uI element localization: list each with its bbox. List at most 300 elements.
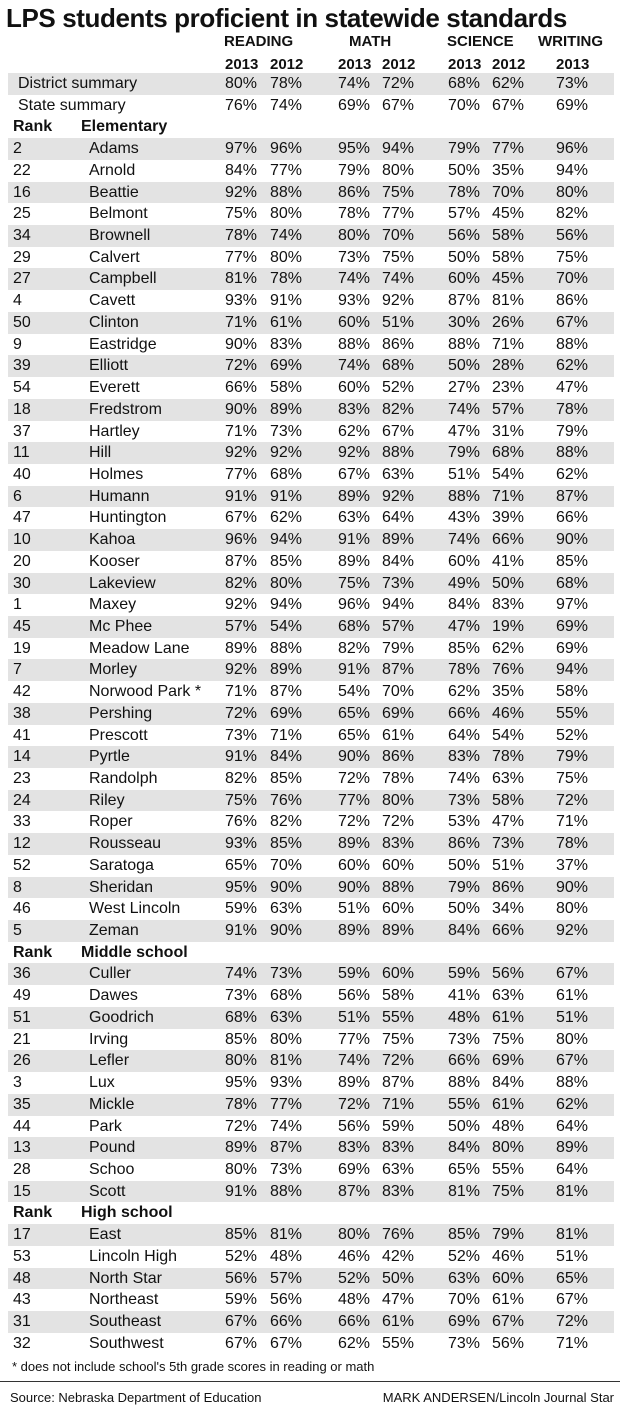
value-cell: 90% — [270, 922, 303, 940]
header-writing: WRITING — [538, 33, 603, 50]
value-cell: 62% — [338, 1334, 371, 1352]
value-cell: 63% — [492, 987, 525, 1005]
value-cell: 74% — [448, 400, 481, 418]
value-cell: 60% — [382, 856, 415, 874]
value-cell: 90% — [338, 748, 371, 766]
value-cell: 59% — [448, 965, 481, 983]
proficiency-table — [8, 73, 614, 1354]
value-cell: 55% — [492, 1160, 525, 1178]
value-cell: 71% — [556, 813, 589, 831]
rank-cell: 45 — [13, 617, 31, 635]
school-name: Humann — [89, 487, 150, 505]
value-cell: 92% — [382, 487, 415, 505]
value-cell: 70% — [448, 96, 481, 114]
value-cell: 67% — [338, 465, 371, 483]
value-cell: 63% — [382, 1160, 415, 1178]
value-cell: 55% — [382, 1008, 415, 1026]
value-cell: 92% — [556, 922, 589, 940]
value-cell: 74% — [448, 770, 481, 787]
value-cell: 50% — [448, 357, 481, 375]
value-cell: 61% — [492, 1095, 525, 1113]
value-cell: 69% — [448, 1312, 481, 1330]
table-row — [8, 507, 614, 529]
value-cell: 64% — [556, 1117, 589, 1135]
value-cell: 58% — [492, 227, 525, 245]
value-cell: 66% — [225, 379, 258, 397]
rank-label: Rank — [13, 943, 53, 961]
value-cell: 85% — [270, 835, 303, 853]
school-name: Riley — [89, 791, 125, 809]
value-cell: 53% — [448, 813, 481, 831]
value-cell: 80% — [556, 900, 589, 918]
table-row — [8, 877, 614, 899]
section-header — [8, 942, 614, 964]
value-cell: 85% — [270, 552, 303, 570]
year-header: 2012 — [382, 56, 416, 73]
school-name: Morley — [89, 661, 138, 679]
value-cell: 90% — [225, 400, 258, 418]
school-name: Northeast — [89, 1291, 159, 1309]
value-cell: 68% — [556, 574, 589, 592]
value-cell: 23% — [492, 379, 525, 397]
value-cell: 67% — [492, 96, 525, 114]
rank-cell: 19 — [13, 639, 31, 657]
school-name: Maxey — [89, 596, 137, 614]
rank-cell: 54 — [13, 379, 31, 397]
table-row — [8, 1116, 614, 1138]
value-cell: 74% — [270, 96, 303, 114]
table-row — [8, 659, 614, 681]
value-cell: 72% — [338, 813, 371, 831]
table-row — [8, 421, 614, 443]
value-cell: 75% — [382, 1030, 415, 1048]
value-cell: 91% — [338, 531, 371, 549]
value-cell: 79% — [556, 422, 589, 440]
footnote: * does not include school's 5th grade scores in reading or math — [12, 1359, 375, 1374]
value-cell: 26% — [492, 313, 525, 331]
value-cell: 92% — [270, 444, 303, 462]
school-name: Hill — [89, 444, 112, 462]
value-cell: 89% — [338, 1074, 371, 1092]
value-cell: 89% — [225, 639, 258, 657]
value-cell: 83% — [382, 835, 415, 853]
value-cell: 73% — [448, 1030, 481, 1048]
value-cell: 77% — [338, 1030, 371, 1048]
value-cell: 75% — [225, 791, 258, 809]
value-cell: 86% — [338, 183, 371, 201]
value-cell: 89% — [338, 922, 371, 940]
rank-cell: 7 — [13, 661, 22, 679]
table-row — [8, 703, 614, 725]
value-cell: 91% — [225, 487, 258, 505]
value-cell: 61% — [492, 1291, 525, 1309]
value-cell: 71% — [270, 726, 303, 744]
rank-cell: 1 — [13, 596, 22, 614]
value-cell: 85% — [556, 552, 589, 570]
school-name: Scott — [89, 1182, 126, 1200]
value-cell: 56% — [448, 227, 481, 245]
value-cell: 70% — [448, 1291, 481, 1309]
school-name: Dawes — [89, 987, 138, 1005]
table-row — [8, 963, 614, 985]
value-cell: 75% — [225, 205, 258, 223]
rank-cell: 35 — [13, 1095, 31, 1113]
value-cell: 74% — [382, 270, 415, 288]
value-cell: 79% — [338, 161, 371, 179]
table-row — [8, 790, 614, 812]
summary-label: District summary — [18, 75, 138, 92]
section-title: High school — [81, 1204, 173, 1222]
value-cell: 90% — [556, 878, 589, 896]
table-row — [8, 312, 614, 334]
value-cell: 91% — [338, 661, 371, 679]
value-cell: 48% — [338, 1291, 371, 1309]
value-cell: 47% — [448, 422, 481, 440]
value-cell: 83% — [338, 400, 371, 418]
value-cell: 66% — [448, 704, 481, 722]
value-cell: 57% — [448, 205, 481, 223]
value-cell: 50% — [382, 1269, 415, 1287]
value-cell: 41% — [448, 987, 481, 1005]
value-cell: 62% — [270, 509, 303, 527]
summary-label: State summary — [18, 96, 126, 114]
value-cell: 66% — [492, 922, 525, 940]
value-cell: 43% — [448, 509, 481, 527]
value-cell: 89% — [270, 400, 303, 418]
table-row — [8, 920, 614, 942]
value-cell: 92% — [225, 661, 258, 679]
value-cell: 52% — [338, 1269, 371, 1287]
value-cell: 65% — [448, 1160, 481, 1178]
rank-label: Rank — [13, 118, 53, 136]
value-cell: 67% — [225, 509, 258, 527]
value-cell: 74% — [338, 75, 371, 92]
value-cell: 92% — [382, 292, 415, 310]
value-cell: 80% — [556, 183, 589, 201]
value-cell: 60% — [338, 379, 371, 397]
value-cell: 68% — [270, 987, 303, 1005]
value-cell: 68% — [448, 75, 481, 92]
value-cell: 72% — [225, 1117, 258, 1135]
table-row — [8, 551, 614, 573]
value-cell: 50% — [448, 248, 481, 266]
rank-cell: 27 — [13, 270, 31, 288]
section-title: Elementary — [81, 118, 168, 136]
school-name: Elliott — [89, 357, 129, 375]
value-cell: 47% — [556, 379, 589, 397]
value-cell: 80% — [338, 227, 371, 245]
school-name: Pershing — [89, 704, 153, 722]
table-row — [8, 464, 614, 486]
value-cell: 73% — [448, 791, 481, 809]
value-cell: 68% — [492, 444, 525, 462]
table-row — [8, 290, 614, 312]
table-row — [8, 1094, 614, 1116]
value-cell: 74% — [338, 270, 371, 288]
rank-cell: 36 — [13, 965, 31, 983]
value-cell: 94% — [382, 596, 415, 614]
value-cell: 78% — [382, 770, 415, 787]
value-cell: 76% — [225, 813, 258, 831]
value-cell: 95% — [338, 140, 371, 158]
value-cell: 73% — [225, 726, 258, 744]
table-row — [8, 681, 614, 703]
table-row — [8, 1159, 614, 1181]
value-cell: 73% — [338, 248, 371, 266]
value-cell: 93% — [225, 835, 258, 853]
rank-cell: 14 — [13, 748, 31, 766]
value-cell: 88% — [448, 487, 481, 505]
value-cell: 76% — [225, 96, 258, 114]
value-cell: 94% — [382, 140, 415, 158]
value-cell: 84% — [448, 1139, 481, 1157]
value-cell: 74% — [448, 531, 481, 549]
value-cell: 70% — [270, 856, 303, 874]
value-cell: 81% — [225, 270, 258, 288]
table-row — [8, 1311, 614, 1333]
value-cell: 96% — [556, 140, 589, 158]
school-name: Roper — [89, 813, 133, 831]
rank-cell: 51 — [13, 1008, 31, 1026]
school-name: Fredstrom — [89, 400, 162, 418]
year-header: 2013 — [448, 56, 482, 73]
value-cell: 86% — [492, 878, 525, 896]
value-cell: 80% — [382, 161, 415, 179]
school-name: Southeast — [89, 1312, 162, 1330]
table-row — [8, 1268, 614, 1290]
value-cell: 51% — [382, 313, 415, 331]
value-cell: 62% — [556, 357, 589, 375]
table-row — [8, 616, 614, 638]
table-row — [8, 203, 614, 225]
value-cell: 61% — [492, 1008, 525, 1026]
value-cell: 94% — [556, 661, 589, 679]
value-cell: 80% — [225, 1160, 258, 1178]
value-cell: 47% — [492, 813, 525, 831]
school-name: Schoo — [89, 1160, 135, 1178]
table-row — [8, 1050, 614, 1072]
header-reading: READING — [224, 33, 294, 50]
value-cell: 73% — [270, 965, 303, 983]
value-cell: 97% — [225, 140, 258, 158]
value-cell: 70% — [382, 683, 415, 701]
school-name: Arnold — [89, 161, 136, 179]
value-cell: 56% — [338, 1117, 371, 1135]
value-cell: 89% — [556, 1139, 589, 1157]
value-cell: 55% — [382, 1334, 415, 1352]
value-cell: 75% — [492, 1182, 525, 1200]
school-name: East — [89, 1226, 122, 1244]
value-cell: 75% — [382, 183, 415, 201]
value-cell: 93% — [225, 292, 258, 310]
value-cell: 73% — [448, 1334, 481, 1352]
value-cell: 81% — [270, 1226, 303, 1244]
value-cell: 52% — [225, 1247, 258, 1265]
school-name: Campbell — [89, 270, 157, 288]
school-name: Randolph — [89, 770, 158, 787]
value-cell: 35% — [492, 161, 525, 179]
value-cell: 73% — [492, 835, 525, 853]
value-cell: 62% — [492, 639, 525, 657]
value-cell: 85% — [225, 1226, 258, 1244]
rank-cell: 37 — [13, 422, 31, 440]
value-cell: 62% — [556, 465, 589, 483]
school-name: Eastridge — [89, 335, 157, 353]
value-cell: 58% — [270, 379, 303, 397]
value-cell: 81% — [448, 1182, 481, 1200]
value-cell: 48% — [492, 1117, 525, 1135]
value-cell: 66% — [338, 1312, 371, 1330]
summary-row — [8, 73, 614, 95]
value-cell: 45% — [492, 270, 525, 288]
value-cell: 58% — [382, 987, 415, 1005]
rank-cell: 20 — [13, 552, 31, 570]
value-cell: 56% — [225, 1269, 258, 1287]
value-cell: 68% — [225, 1008, 258, 1026]
value-cell: 81% — [270, 1052, 303, 1070]
value-cell: 74% — [225, 965, 258, 983]
table-row — [8, 334, 614, 356]
rank-cell: 32 — [13, 1334, 31, 1352]
value-cell: 65% — [225, 856, 258, 874]
value-cell: 88% — [382, 444, 415, 462]
value-cell: 52% — [556, 726, 589, 744]
school-name: Park — [89, 1117, 122, 1135]
value-cell: 35% — [492, 683, 525, 701]
value-cell: 86% — [382, 748, 415, 766]
rank-cell: 5 — [13, 922, 22, 940]
summary-row — [8, 95, 614, 117]
school-name: Rousseau — [89, 835, 162, 853]
year-header: 2013 — [225, 56, 259, 73]
value-cell: 94% — [270, 596, 303, 614]
value-cell: 84% — [270, 748, 303, 766]
value-cell: 87% — [338, 1182, 371, 1200]
school-name: Pyrtle — [89, 748, 130, 766]
rank-cell: 39 — [13, 357, 31, 375]
value-cell: 51% — [338, 900, 371, 918]
table-row — [8, 486, 614, 508]
source-line: Source: Nebraska Department of Education — [10, 1390, 262, 1405]
value-cell: 37% — [556, 856, 589, 874]
table-row — [8, 182, 614, 204]
rank-cell: 28 — [13, 1160, 31, 1178]
value-cell: 76% — [270, 791, 303, 809]
value-cell: 54% — [492, 465, 525, 483]
value-cell: 67% — [492, 1312, 525, 1330]
value-cell: 69% — [556, 639, 589, 657]
value-cell: 62% — [448, 683, 481, 701]
value-cell: 95% — [225, 1074, 258, 1092]
value-cell: 80% — [270, 574, 303, 592]
year-header: 2013 — [556, 56, 590, 73]
value-cell: 89% — [225, 1139, 258, 1157]
value-cell: 78% — [225, 1095, 258, 1113]
school-name: Kahoa — [89, 531, 136, 549]
value-cell: 45% — [492, 205, 525, 223]
value-cell: 64% — [556, 1160, 589, 1178]
value-cell: 88% — [556, 1074, 589, 1092]
value-cell: 59% — [225, 900, 258, 918]
value-cell: 67% — [382, 422, 415, 440]
value-cell: 67% — [556, 1052, 589, 1070]
section-title: Middle school — [81, 943, 188, 961]
value-cell: 97% — [556, 596, 589, 614]
value-cell: 63% — [338, 509, 371, 527]
value-cell: 92% — [225, 183, 258, 201]
value-cell: 48% — [270, 1247, 303, 1265]
value-cell: 77% — [270, 1095, 303, 1113]
value-cell: 63% — [448, 1269, 481, 1287]
value-cell: 61% — [382, 726, 415, 744]
value-cell: 57% — [492, 400, 525, 418]
value-cell: 72% — [225, 704, 258, 722]
value-cell: 77% — [492, 140, 525, 158]
table-row — [8, 268, 614, 290]
value-cell: 67% — [556, 313, 589, 331]
value-cell: 59% — [225, 1291, 258, 1309]
value-cell: 73% — [382, 574, 415, 592]
year-header: 2013 — [338, 56, 372, 73]
value-cell: 69% — [338, 1160, 371, 1178]
rank-label: Rank — [13, 1204, 53, 1222]
value-cell: 85% — [225, 1030, 258, 1048]
value-cell: 92% — [225, 444, 258, 462]
value-cell: 60% — [448, 552, 481, 570]
value-cell: 79% — [448, 444, 481, 462]
value-cell: 87% — [382, 1074, 415, 1092]
value-cell: 64% — [382, 509, 415, 527]
value-cell: 90% — [270, 878, 303, 896]
rank-cell: 33 — [13, 813, 31, 831]
value-cell: 49% — [448, 574, 481, 592]
value-cell: 80% — [556, 1030, 589, 1048]
value-cell: 85% — [270, 770, 303, 787]
value-cell: 84% — [448, 596, 481, 614]
table-row — [8, 355, 614, 377]
value-cell: 48% — [448, 1008, 481, 1026]
value-cell: 82% — [382, 400, 415, 418]
rank-cell: 42 — [13, 683, 31, 701]
school-name: Hartley — [89, 422, 140, 440]
value-cell: 82% — [338, 639, 371, 657]
value-cell: 72% — [382, 1052, 415, 1070]
value-cell: 89% — [382, 531, 415, 549]
school-name: Southwest — [89, 1334, 164, 1352]
value-cell: 91% — [225, 922, 258, 940]
value-cell: 93% — [338, 292, 371, 310]
rank-cell: 53 — [13, 1247, 31, 1265]
value-cell: 67% — [556, 965, 589, 983]
value-cell: 60% — [382, 900, 415, 918]
rank-cell: 12 — [13, 835, 31, 853]
value-cell: 66% — [448, 1052, 481, 1070]
value-cell: 74% — [270, 227, 303, 245]
value-cell: 78% — [448, 661, 481, 679]
value-cell: 63% — [270, 900, 303, 918]
value-cell: 84% — [448, 922, 481, 940]
value-cell: 66% — [556, 509, 589, 527]
value-cell: 78% — [556, 400, 589, 418]
value-cell: 77% — [382, 205, 415, 223]
value-cell: 80% — [338, 1226, 371, 1244]
school-name: Cavett — [89, 292, 136, 310]
value-cell: 90% — [556, 531, 589, 549]
rank-cell: 50 — [13, 313, 31, 331]
value-cell: 67% — [556, 1291, 589, 1309]
value-cell: 34% — [492, 900, 525, 918]
school-name: Lefler — [89, 1052, 130, 1070]
